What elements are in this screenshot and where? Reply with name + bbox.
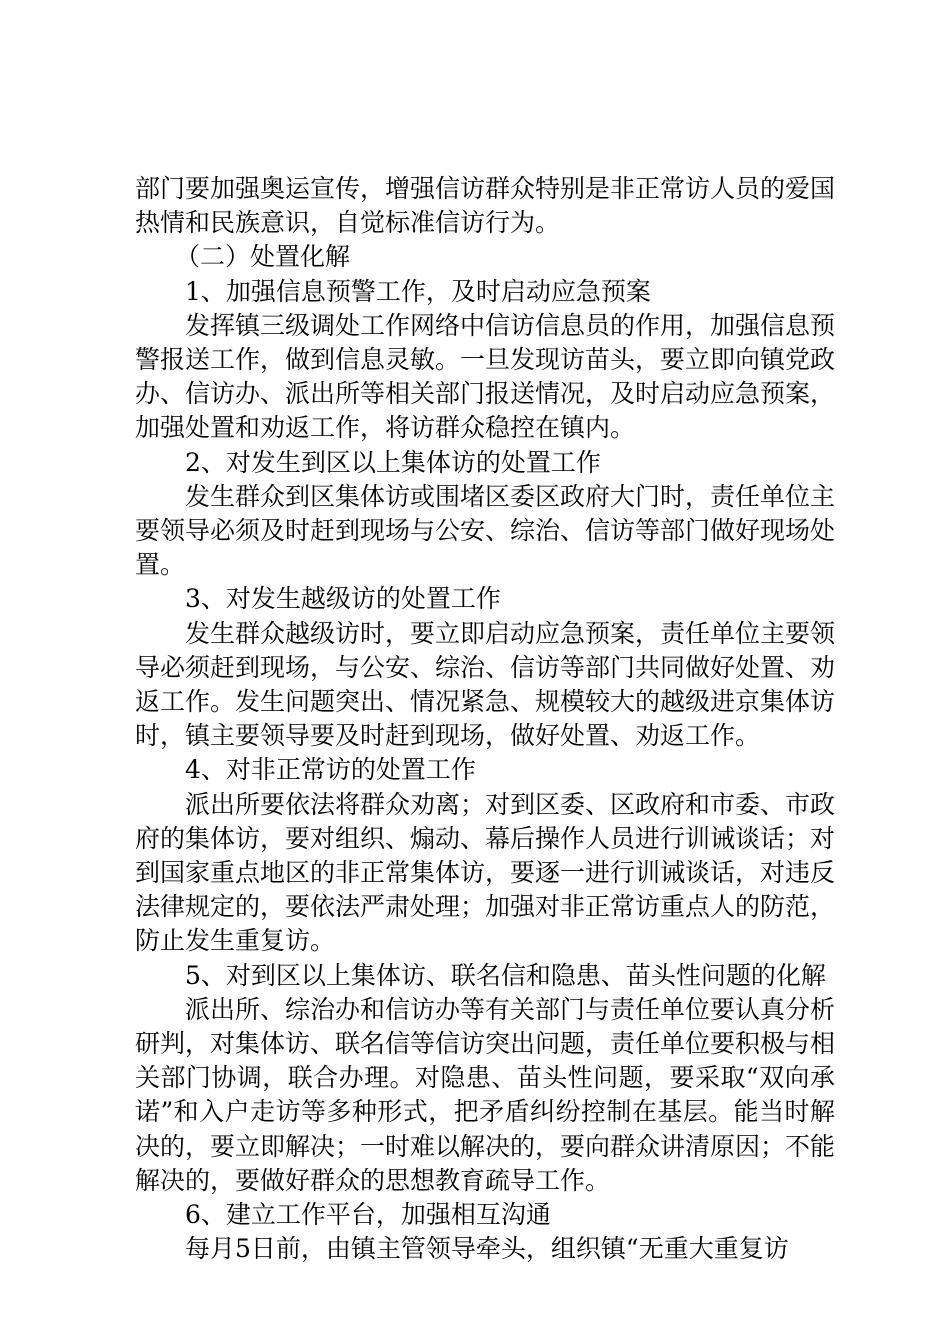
paragraph-3: 发生群众越级访时，要立即启动应急预案，责任单位主要领导必须赶到现场，与公安、综治、信访等部门共同做好处置、劝返工作。发生问题突出、情况紧急、规模较大的越级进京集体访时，镇主要领导要及时赶到现场，做好处置、劝返工作。 <box>135 618 836 751</box>
paragraph-4: 派出所要依法将群众劝离；对到区委、区政府和市委、市政府的集体访，要对组织、煽动、幕后操作人员进行训诫谈话；对到国家重点地区的非正常集体访，要逐一进行训诫谈话，对违反法律规定的，要依法严肃处理；加强对非正常访重点人的防范，防止发生重复访。 <box>135 789 836 956</box>
paragraph-6: 每月5日前，由镇主管领导牵头，组织镇“无重大重复访 <box>185 1234 789 1264</box>
subheading-6: 6、建立工作平台，加强相互沟通 <box>185 1200 551 1230</box>
subheading-3: 3、对发生越级访的处置工作 <box>185 584 501 614</box>
section-heading-disposal: （二）处置化解 <box>175 242 351 272</box>
subheading-2: 2、对发生到区以上集体访的处置工作 <box>185 447 601 477</box>
subheading-4: 4、对非正常访的处置工作 <box>185 755 476 785</box>
paragraph-2: 发生群众到区集体访或围堵区委区政府大门时，责任单位主要领导必须及时赶到现场与公安、综治、信访等部门做好现场处置。 <box>135 481 836 580</box>
document-body <box>135 172 835 1267</box>
subheading-1: 1、加强信息预警工作，及时启动应急预案 <box>185 276 651 306</box>
subheading-5: 5、对到区以上集体访、联名信和隐患、苗头性问题的化解 <box>185 960 826 990</box>
paragraph-1: 发挥镇三级调处工作网络中信访信息员的作用，加强信息预警报送工作，做到信息灵敏。一旦发现访苗头，要立即向镇党政办、信访办、派出所等相关部门报送情况，及时启动应急预案，加强处置和劝返工作，将访群众稳控在镇内。 <box>135 310 836 443</box>
paragraph-5: 派出所、综治办和信访办等有关部门与责任单位要认真分析研判，对集体访、联名信等信访突出问题，责任单位要积极与相关部门协调，联合办理。对隐患、苗头性问题，要采取“双向承诺”和入户走访等多种形式，把矛盾纠纷控制在基层。能当时解决的，要立即解决；一时难以解决的，要向群众讲清原因；不能解决的，要做好群众的思想教育疏导工作。 <box>135 994 836 1195</box>
paragraph-continuation: 部门要加强奥运宣传，增强信访群众特别是非正常访人员的爱国热情和民族意识，自觉标准信访行为。 <box>135 174 836 238</box>
